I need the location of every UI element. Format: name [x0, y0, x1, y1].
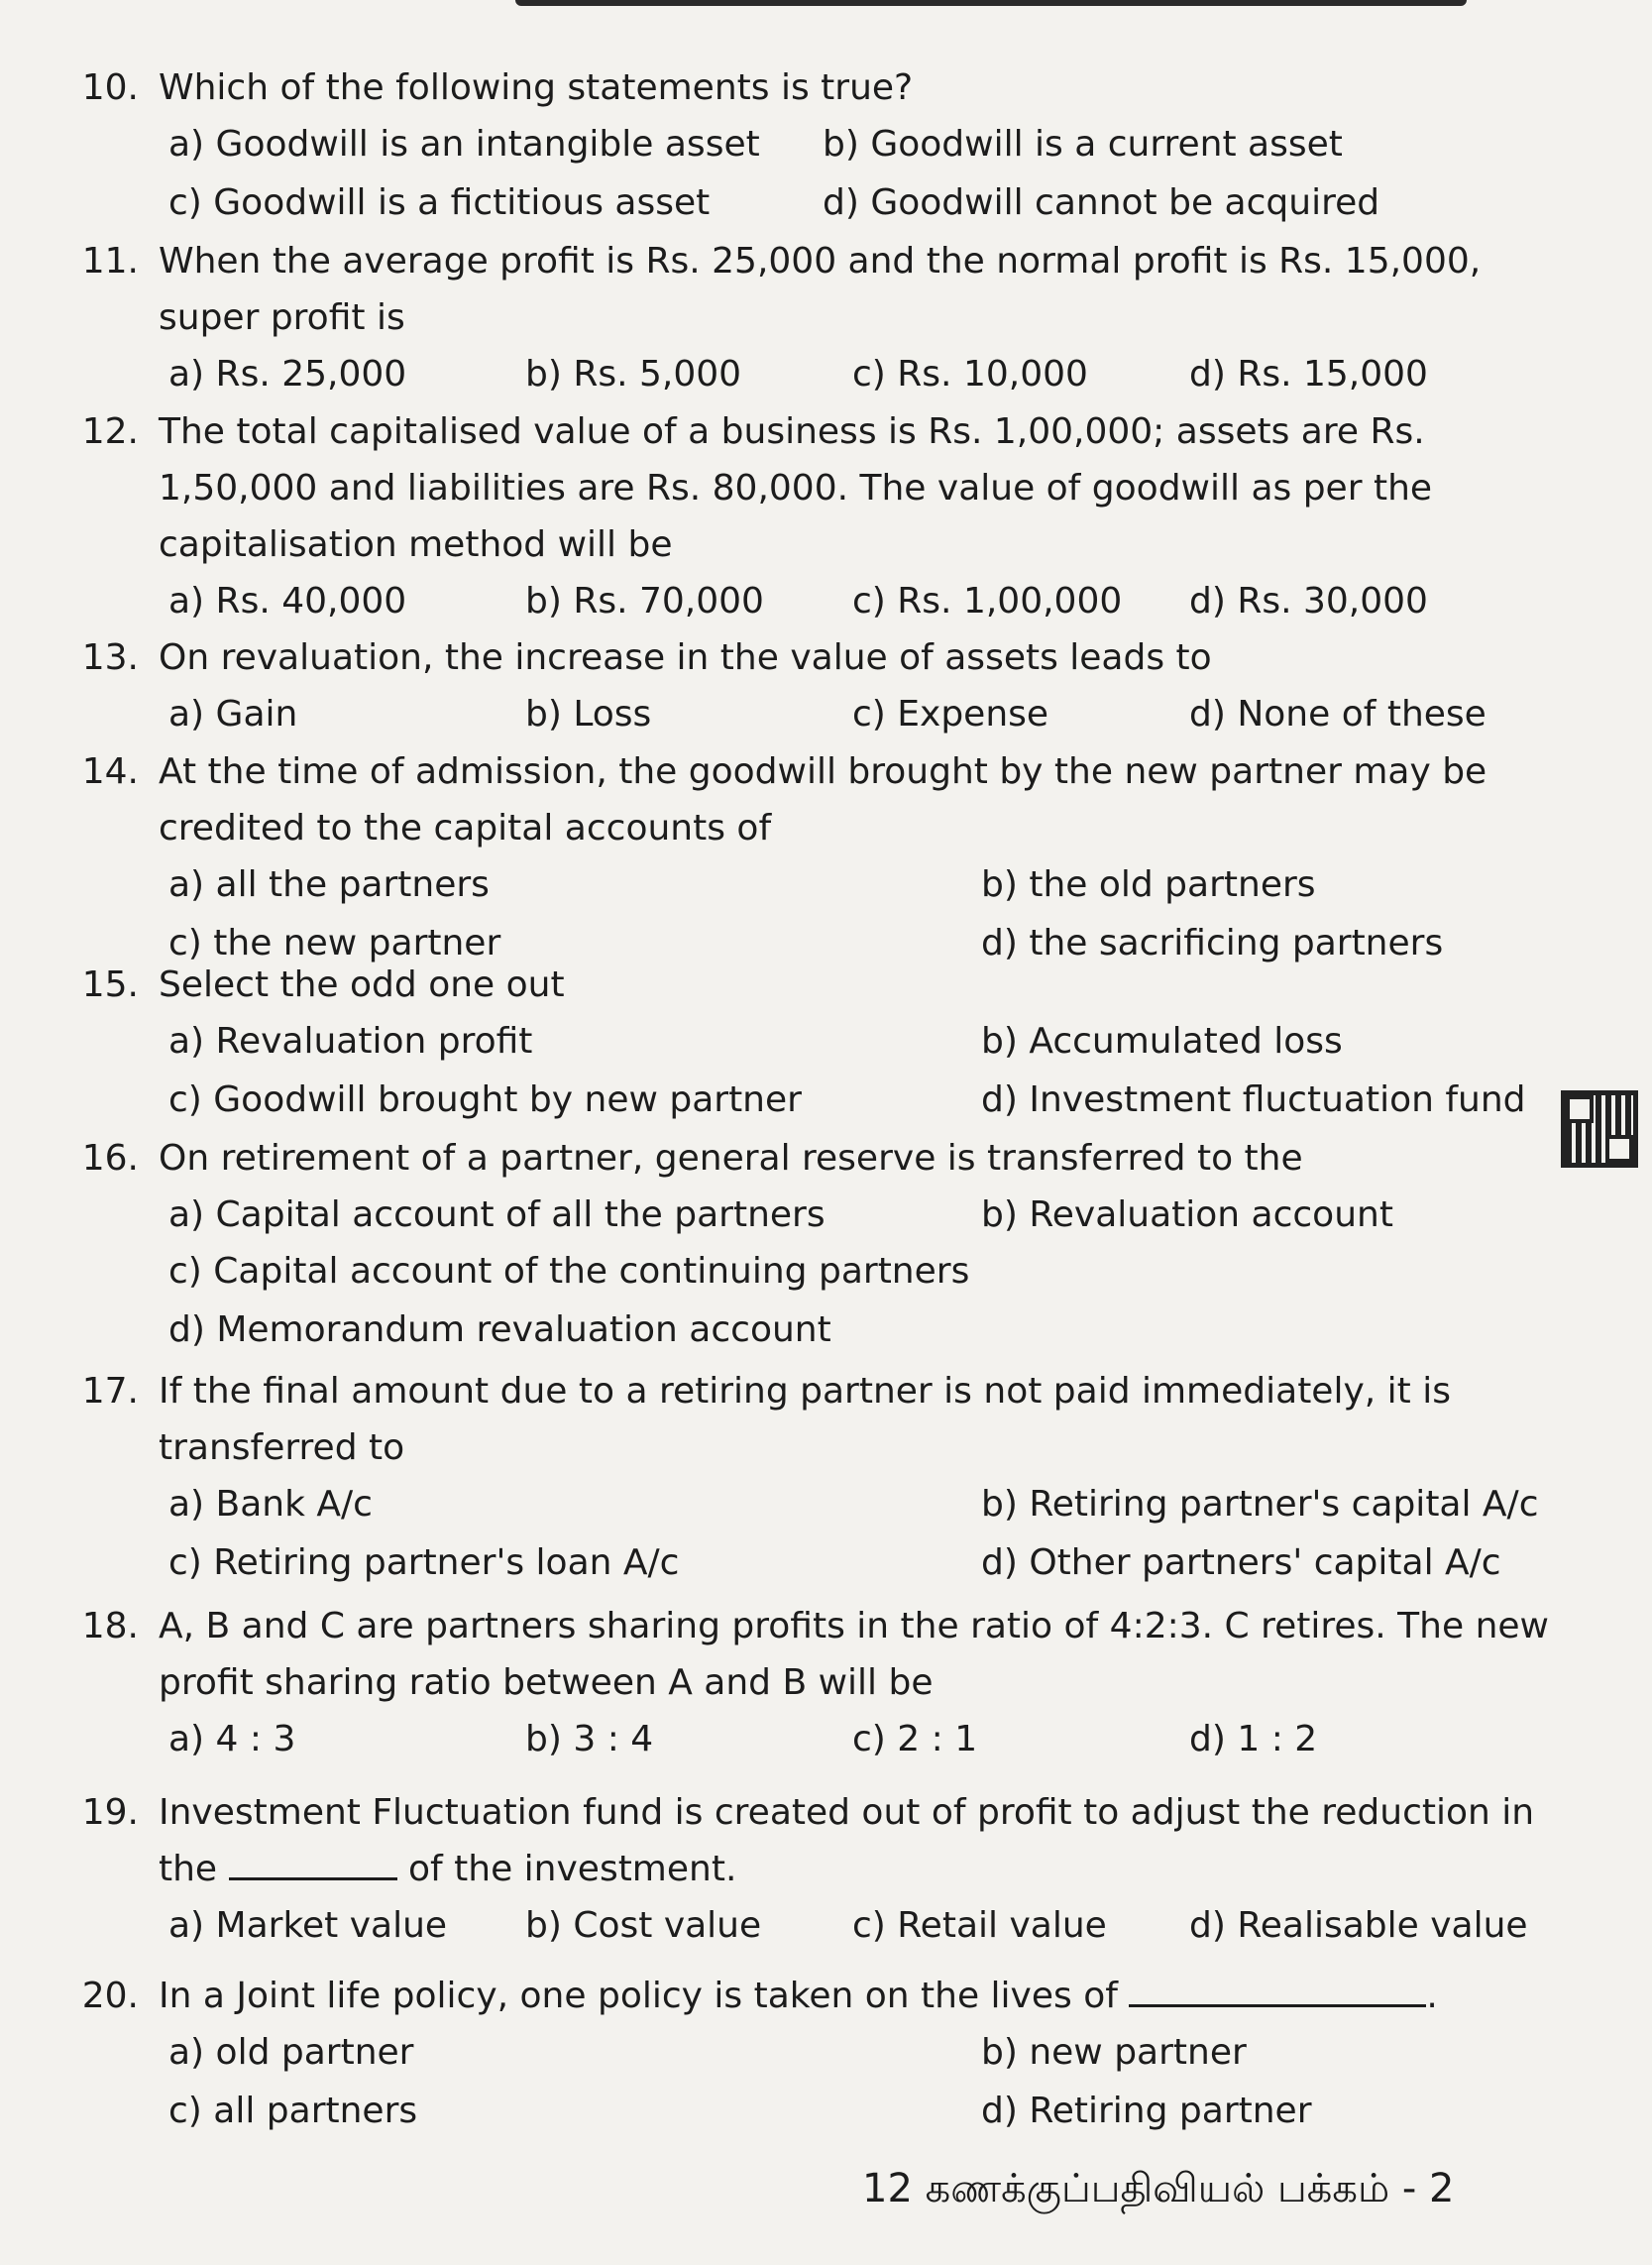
- stem-part-1: Investment Fluctuation fund is created out of profit to adjust the reduction in the: [159, 1792, 1535, 1889]
- question-13: [30, 629, 1576, 742]
- option-a[interactable]: a) Bank A/c: [168, 1484, 373, 1525]
- question-number: 14.: [81, 751, 139, 792]
- question-number: 13.: [81, 637, 139, 678]
- question-number: 17.: [81, 1371, 139, 1412]
- question-number: 12.: [81, 411, 139, 452]
- option-b[interactable]: b) Revaluation account: [981, 1194, 1393, 1235]
- option-b[interactable]: b) new partner: [981, 2032, 1247, 2073]
- option-a[interactable]: a) old partner: [168, 2032, 414, 2073]
- option-c[interactable]: c) Expense: [852, 694, 1049, 735]
- option-a[interactable]: a) Goodwill is an intangible asset: [168, 124, 760, 165]
- question-stem: If the final amount due to a retiring partner is not paid immediately, it is transferred to: [159, 1371, 1451, 1468]
- option-b[interactable]: b) the old partners: [981, 864, 1316, 905]
- options: [168, 1187, 1576, 1243]
- option-d[interactable]: d) Investment fluctuation fund: [981, 1079, 1526, 1120]
- option-c[interactable]: c) Retail value: [852, 1905, 1107, 1946]
- option-c[interactable]: c) all partners: [168, 2091, 418, 2131]
- options: [168, 1711, 1576, 1767]
- question-16: [30, 1130, 1576, 1358]
- option-a[interactable]: a) Rs. 25,000: [168, 354, 407, 395]
- question-17: [30, 1363, 1576, 1591]
- options: [168, 2024, 1576, 2139]
- question-number: 11.: [81, 241, 139, 282]
- question-stem: Select the odd one out: [159, 964, 565, 1005]
- question-stem: On revaluation, the increase in the value of assets leads to: [159, 637, 1212, 678]
- question-10: [30, 59, 1576, 231]
- option-d[interactable]: d) 1 : 2: [1189, 1719, 1318, 1759]
- option-a[interactable]: a) Revaluation profit: [168, 1021, 533, 1062]
- options: [168, 116, 1576, 231]
- question-stem: [159, 1784, 1576, 1897]
- question-14: [30, 743, 1576, 971]
- option-b[interactable]: b) Accumulated loss: [981, 1021, 1343, 1062]
- option-d[interactable]: d) None of these: [1189, 694, 1487, 735]
- options: [168, 856, 1576, 971]
- question-stem: On retirement of a partner, general reserve is transferred to the: [159, 1138, 1303, 1179]
- option-d[interactable]: d) Memorandum revaluation account: [168, 1309, 831, 1350]
- option-b[interactable]: b) Retiring partner's capital A/c: [981, 1484, 1539, 1525]
- qr-code-icon: [1561, 1090, 1638, 1168]
- question-20: [30, 1968, 1576, 2139]
- fill-in-blank: [229, 1848, 397, 1880]
- options: [168, 1476, 1576, 1591]
- question-number: 19.: [81, 1792, 139, 1833]
- option-a[interactable]: a) Rs. 40,000: [168, 581, 407, 622]
- question-11: [30, 233, 1576, 402]
- option-c[interactable]: c) 2 : 1: [852, 1719, 978, 1759]
- option-b[interactable]: b) Loss: [525, 694, 652, 735]
- options: [168, 573, 1576, 629]
- question-stem: The total capitalised value of a business is Rs. 1,00,000; assets are Rs. 1,50,000 and liabilities are Rs. 80,000. The value of goodwill as per the capitalisation method will be: [159, 411, 1433, 565]
- option-a[interactable]: a) Market value: [168, 1905, 448, 1946]
- options: [168, 1013, 1576, 1128]
- option-c[interactable]: c) Rs. 1,00,000: [852, 581, 1123, 622]
- options: [168, 346, 1576, 402]
- question-stem: In a Joint life policy, one policy is taken on the lives of .: [159, 1976, 1438, 2016]
- question-number: 16.: [81, 1138, 139, 1179]
- question-19: [30, 1784, 1576, 1954]
- question-stem: When the average profit is Rs. 25,000 and the normal profit is Rs. 15,000, super profit is: [159, 241, 1482, 338]
- options: [168, 686, 1576, 742]
- option-d[interactable]: d) Rs. 15,000: [1189, 354, 1428, 395]
- stem-part-2: of the investment.: [408, 1849, 737, 1889]
- question-stem: A, B and C are partners sharing profits in the ratio of 4:2:3. C retires. The new profit sharing ratio between A and B will be: [159, 1606, 1549, 1703]
- options-continued: [168, 1243, 1576, 1358]
- option-a[interactable]: a) Gain: [168, 694, 298, 735]
- question-number: 10.: [81, 67, 139, 108]
- stem-text: In a Joint life policy, one policy is taken on the lives of: [159, 1976, 1118, 2016]
- option-d[interactable]: d) Retiring partner: [981, 2091, 1312, 2131]
- question-number: 15.: [81, 964, 139, 1005]
- question-number: 18.: [81, 1606, 139, 1646]
- question-12: [30, 403, 1576, 629]
- question-stem: At the time of admission, the goodwill brought by the new partner may be credited to the capital accounts of: [159, 751, 1487, 849]
- option-b[interactable]: b) 3 : 4: [525, 1719, 654, 1759]
- page-footer: 12 கணக்குப்பதிவியல் பக்கம் - 2: [862, 2166, 1455, 2211]
- question-stem: Which of the following statements is true?: [159, 67, 914, 108]
- option-d[interactable]: d) Realisable value: [1189, 1905, 1528, 1946]
- option-b[interactable]: b) Rs. 5,000: [525, 354, 742, 395]
- option-c[interactable]: c) Retiring partner's loan A/c: [168, 1542, 680, 1583]
- fill-in-blank: [1129, 1975, 1426, 2007]
- question-18: [30, 1598, 1576, 1767]
- option-d[interactable]: d) Other partners' capital A/c: [981, 1542, 1501, 1583]
- option-c[interactable]: c) Goodwill brought by new partner: [168, 1079, 802, 1120]
- option-b[interactable]: b) Cost value: [525, 1905, 762, 1946]
- option-a[interactable]: a) 4 : 3: [168, 1719, 296, 1759]
- option-c[interactable]: c) Capital account of the continuing partners: [168, 1251, 970, 1292]
- option-a[interactable]: a) all the partners: [168, 864, 490, 905]
- question-number: 20.: [81, 1976, 139, 2016]
- option-c[interactable]: c) the new partner: [168, 923, 501, 963]
- option-d[interactable]: d) the sacrificing partners: [981, 923, 1444, 963]
- option-a[interactable]: a) Capital account of all the partners: [168, 1194, 826, 1235]
- option-b[interactable]: b) Goodwill is a current asset: [823, 124, 1343, 165]
- option-d[interactable]: d) Rs. 30,000: [1189, 581, 1428, 622]
- options: [168, 1897, 1576, 1954]
- option-c[interactable]: c) Goodwill is a fictitious asset: [168, 182, 711, 223]
- question-15: [30, 957, 1576, 1128]
- option-c[interactable]: c) Rs. 10,000: [852, 354, 1088, 395]
- option-b[interactable]: b) Rs. 70,000: [525, 581, 764, 622]
- option-d[interactable]: d) Goodwill cannot be acquired: [823, 182, 1380, 223]
